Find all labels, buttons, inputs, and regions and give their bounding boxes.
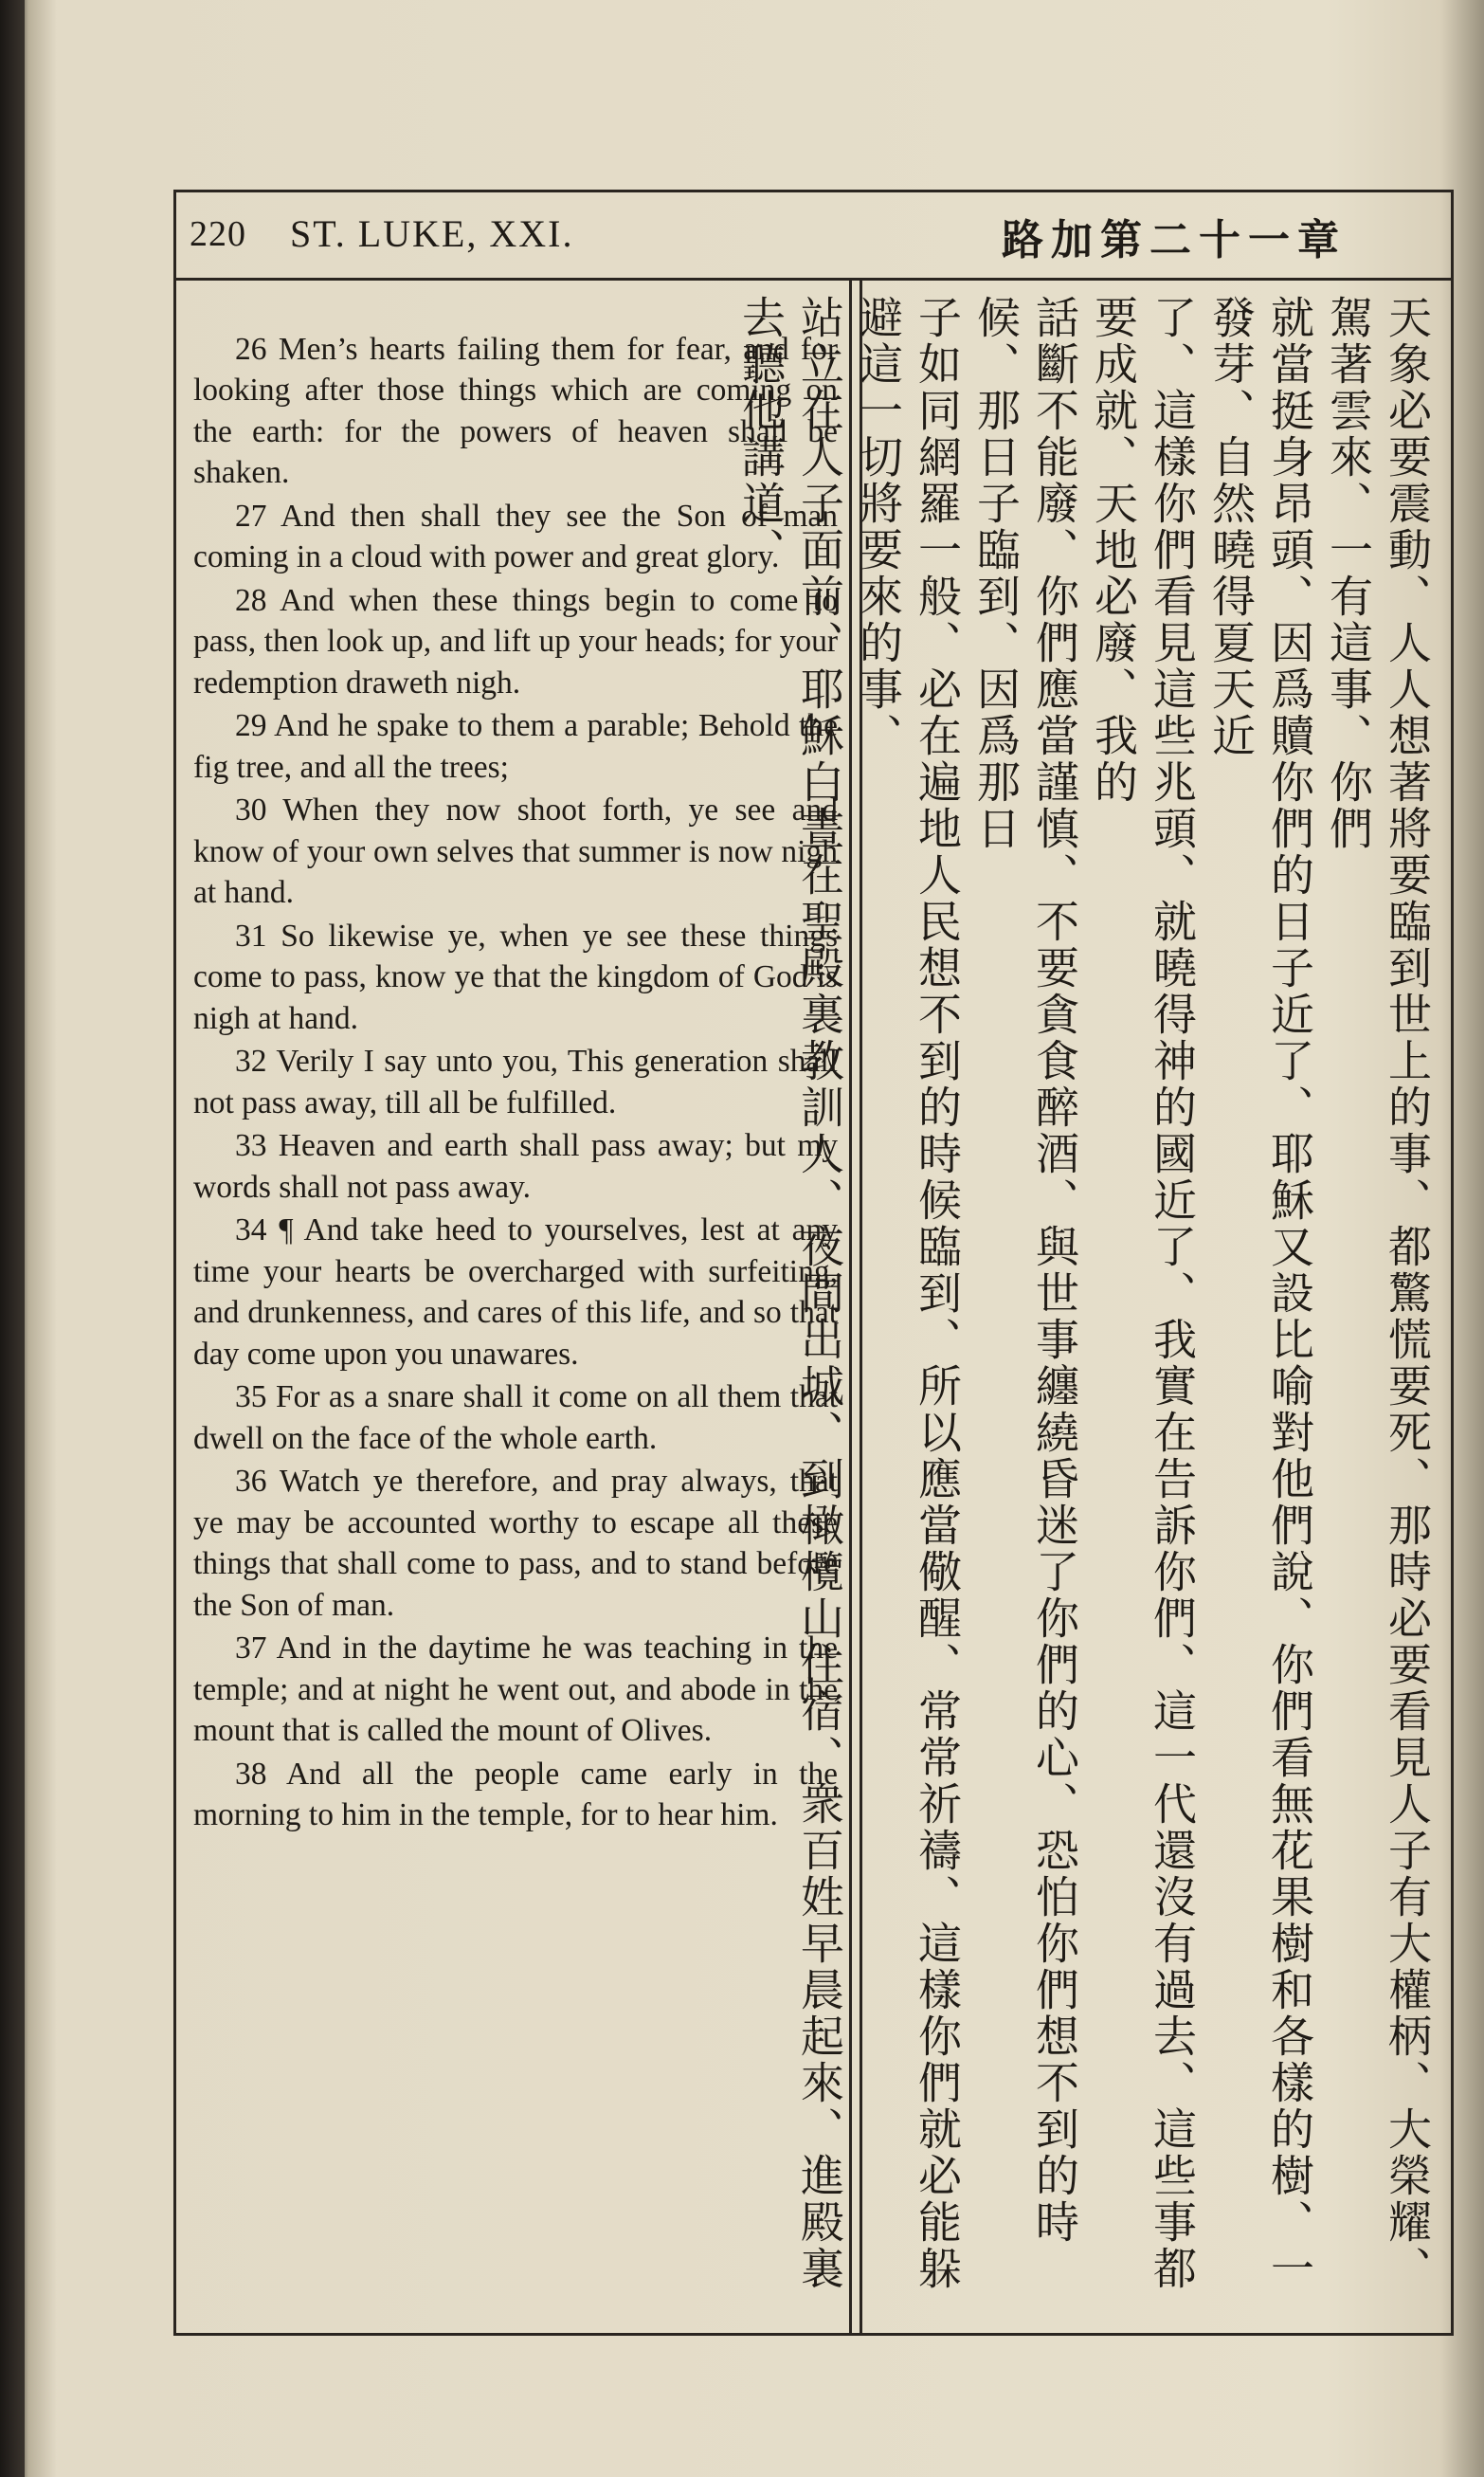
verse-38: 38 And all the people came early in the morning to him in the temple, for to hear him.: [193, 1756, 838, 1832]
running-title: ST. LUKE, XXI.: [290, 212, 574, 255]
verse-33: 33 Heaven and earth shall pass away; but my words shall not pass away.: [193, 1128, 838, 1205]
verse-32: 32 Verily I say unto you, This generation shall not pass away, till all be fulfilled.: [193, 1044, 838, 1120]
verse-35: 35 For as a snare shall it come on all them that dwell on the face of the whole earth.: [193, 1379, 838, 1456]
verse-28: 28 And when these things begin to come to pass, then look up, and lift up your heads; for your redemption draweth nigh.: [193, 582, 838, 701]
chinese-line: 天象必要震動、人人想著將要臨到世上的事、都驚慌要死、那時必要看見人子有大權柄、大榮耀、駕著雲來、一有這事、你們: [1323, 295, 1433, 2292]
verse-31: 31 So likewise ye, when ye see these things come to pass, know ye that the kingdom of God is nigh at hand.: [193, 918, 838, 1036]
page-frame: [173, 190, 1454, 2336]
chinese-line: 就當挺身昂頭、因爲贖你們的日子近了、耶穌又設比喻對他們說、你們看無花果樹和各樣的樹、一發芽、自然曉得夏天近: [1205, 295, 1315, 2292]
chinese-chapter-title: 路加第二十一章: [1002, 216, 1347, 264]
verse-34: 34 ¶ And take heed to yourselves, lest at any time your hearts be overcharged with surfeiting, and drunkenness, and cares of this life, and so that day come upon you unawares.: [193, 1212, 838, 1372]
chinese-line: 話斷不能廢、你們應當謹慎、不要貪食醉酒、與世事纏繞昏迷了你們的心、恐怕你們想不到的時候、那日子臨到、因爲那日: [970, 295, 1080, 2246]
verse-36: 36 Watch ye therefore, and pray always, that ye may be accounted worthy to escape all these things that shall come to pass, and to stand before the Son of man.: [193, 1464, 838, 1623]
verse-26: 26 Men’s hearts failing them for fear, and for looking after those things which are coming on the earth: for the powers of heaven shall be shaken.: [193, 331, 838, 490]
chinese-line: 站立在人子面前、耶穌白晝在聖殿裏教訓人、夜間出城、到橄欖山住宿、衆百姓早晨起來、進殿裏去聽他講道、: [735, 295, 845, 2292]
chinese-line: 子如同網羅一般、必在遍地人民想不到的時候臨到、所以應當儆醒、常常祈禱、這樣你們就必能躲避這一切將要來的事、: [853, 295, 963, 2292]
verse-27: 27 And then shall they see the Son of man coming in a cloud with power and great glory.: [193, 498, 838, 574]
chinese-line: 了、這樣你們看見這些兆頭、就曉得神的國近了、我實在告訴你們、這一代還沒有過去、這些事都要成就、天地必廢、我的: [1088, 295, 1198, 2292]
verse-30: 30 When they now shoot forth, ye see and know of your own selves that summer is now nigh at hand.: [193, 792, 838, 910]
page-header: [176, 192, 1451, 281]
verse-29: 29 And he spake to them a parable; Behold the fig tree, and all the trees;: [193, 708, 838, 785]
chinese-text-column: [735, 295, 1437, 2314]
page-number: 220: [190, 214, 246, 254]
book-binding: [0, 0, 25, 2477]
verse-37: 37 And in the daytime he was teaching in the temple; and at night he went out, and abode in the mount that is called the mount of Olives.: [193, 1630, 838, 1748]
